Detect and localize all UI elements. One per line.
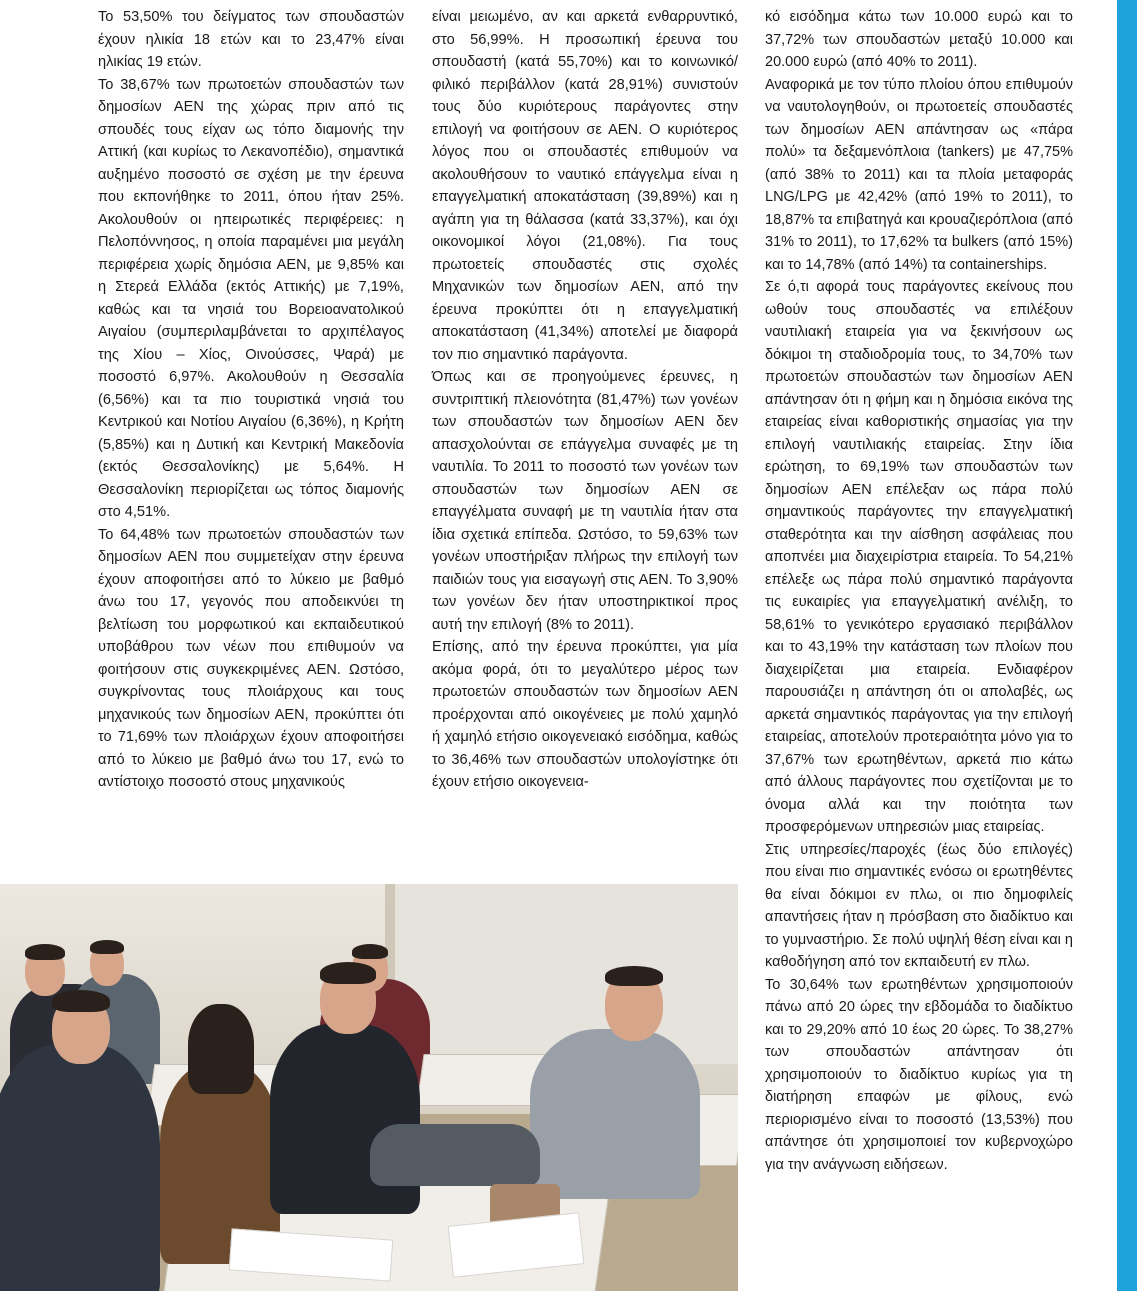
paragraph: Αναφορικά με τον τύπο πλοίου όπου επιθυμούν να ναυτολογηθούν, οι πρωτοετείς σπουδαστές των δημοσίων ΑΕΝ απάντησαν ως «πάρα πολύ» τα δεξαμενόπλοια (tankers) με 47,75% (από 38% το 2011) και τα πλοία μεταφοράς LNG/LPG με 42,42% (από 19% το 2011), το 18,87% τα επιβατηγά και κρουαζιερόπλοια (από 31% το 2011), το 17,62% τα bulkers (από 15%) και το 14,78% (από 14%) τα containerships.	[765, 76, 1073, 273]
paragraph: Το 30,64% των ερωτηθέντων χρησιμοποιούν πάνω από 20 ώρες την εβδομάδα το διαδίκτυο και το 29,20% από 10 έως 20 ώρες. Το 38,27% των σπουδαστών απάντησαν ότι χρησιμοποιούν το διαδίκτυο κυρίως για τη διατήρηση επαφών με φίλους, ενώ περιορισμένο είναι το ποσοστό (13,53%) που απάντησε ότι χρησιμοποιεί τον κυβερνοχώρο για την ανάγνωση ειδήσεων.	[765, 976, 1073, 1173]
photo-wall-right	[385, 884, 738, 1064]
text-column-1	[98, 6, 404, 794]
paragraph: Το 53,50% του δείγματος των σπουδαστών έχουν ηλικία 18 ετών και το 23,47% είναι ηλικίας 19 ετών.	[98, 9, 404, 70]
paragraph: Το 64,48% των πρωτοετών σπουδαστών των δημοσίων ΑΕΝ που συμμετείχαν στην έρευνα έχουν αποφοιτήσει από το λύκειο με βαθμό άνω του 17, γεγονός που αποδεικνύει τη βελτίωση του μορφωτικού και εκπαιδευτικού υποβάθρου των νέων που επιθυμούν να φοιτήσουν στις συγκεκριμένες ΑΕΝ. Ωστόσο, συγκρίνοντας τους πλοιάρχους και τους μηχανικούς των δημοσίων ΑΕΝ, προκύπτει ότι το 71,69% των πλοιάρχων έχουν αποφοιτήσει από το λύκειο με βαθμό άνω του 17, ενώ το αντίστοιχο ποσοστό στους μηχανικούς	[98, 526, 404, 790]
classroom-photo	[0, 884, 738, 1291]
paragraph: Το 38,67% των πρωτοετών σπουδαστών των δημοσίων ΑΕΝ της χώρας πριν από τις σπουδές τους είχαν ως τόπο διαμονής την Αττική (και κυρίως το Λεκανοπέδιο), σημαντικά αυξημένο ποσοστό σε σχέση με την έρευνα που εκπονήθηκε το 2011, όπου ήταν 25%. Ακολουθούν οι ηπειρωτικές περιφέρειες: η Πελοπόννησος, η οποία παραμένει μια μεγάλη περιφέρεια χωρίς δημόσια ΑΕΝ, με 9,85% και η Στερεά Ελλάδα (εκτός Αττικής) με 7,19%, καθώς και τα νησιά του Βορειοανατολικού Αιγαίου (συμπεριλαμβάνεται το αρχιπέλαγος της Χίου – Χίος, Οινούσσες, Ψαρά) με ποσοστό 6,97%. Ακολουθούν η Θεσσαλία (6,56%) και τα πιο τουριστικά νησιά του Κεντρικού και Νοτίου Αιγαίου (6,36%), η Κρήτη (5,85%) και η Δυτική και Κεντρική Μακεδονία (εκτός Θεσσαλονίκης) με 5,64%. Η Θεσσαλονίκη περιορίζεται ως τόπος διαμονής στο 4,51%.	[98, 76, 404, 520]
page-edge-accent-bar	[1117, 0, 1137, 1291]
text-column-2	[432, 6, 738, 794]
paragraph: είναι μειωμένο, αν και αρκετά ενθαρρυντικό, στο 56,99%. Η προσωπική έρευνα του σπουδαστή (κατά 55,70%) και το κοινωνικό/φιλικό περιβάλλον (κατά 28,91%) συνιστούν τους δύο κυριότερους παράγοντες στην επιλογή να φοιτήσουν σε ΑΕΝ. Ο κυριότερος λόγος που οι σπουδαστές επιθυμούν να ακολουθήσουν το ναυτικό επάγγελμα είναι η επαγγελματική αποκατάσταση (39,89%) και η αγάπη για τη θάλασσα (κατά 33,37%), και όχι οικονομικοί λόγοι (21,08%). Για τους πρωτοετείς σπουδαστές στις σχολές Μηχανικών των δημοσίων ΑΕΝ, από την έρευνα προκύπτει ότι η επαγγελματική αποκατάσταση (41,34%) αποτελεί με διαφορά τον πιο σημαντικό παράγοντα.	[432, 9, 738, 363]
paragraph: Στις υπηρεσίες/παροχές (έως δύο επιλογές) που είναι πιο σημαντικές ενόσω οι ερωτηθέντες θα είναι δόκιμοι εν πλω, οι πιο δημοφιλείς απαντήσεις ήταν η πρόσβαση στο διαδίκτυο και το γυμναστήριο. Σε πολύ υψηλή θέση είναι και η καθοδήγηση από τον εκπαιδευτή εν πλω.	[765, 841, 1073, 970]
text-column-3	[765, 6, 1073, 1176]
backpack	[370, 1124, 540, 1186]
paragraph: κό εισόδημα κάτω των 10.000 ευρώ και το 37,72% των σπουδαστών μεταξύ 10.000 και 20.000 ευρώ (από 40% το 2011).	[765, 9, 1073, 70]
paragraph: Επίσης, από την έρευνα προκύπτει, για μία ακόμα φορά, ότι το μεγαλύτερο μέρος των πρωτοετών σπουδαστών των δημοσίων ΑΕΝ προέρχονται από οικογένειες με πολύ χαμηλό ή χαμηλό ετήσιο οικογενειακό εισόδημα, καθώς το 36,46% των σπουδαστών υπολογίστηκε ότι έχουν ετήσιο οικογενεια-	[432, 639, 738, 790]
paragraph: Όπως και σε προηγούμενες έρευνες, η συντριπτική πλειονότητα (81,47%) των γονέων των σπουδαστών των δημοσίων ΑΕΝ δεν απασχολούνται σε επάγγελμα συναφές με τη ναυτιλία. Το 2011 το ποσοστό των γονέων των σπουδαστών των δημοσίων ΑΕΝ σε επαγγέλματα συναφή με τη ναυτιλία ήταν στα ίδια σχετικά επίπεδα. Ωστόσο, το 59,63% των γονέων υποστήριξαν πλήρως την επιλογή των παιδιών τους για εισαγωγή στις ΑΕΝ. Το 3,90% των γονέων δεν ήταν υποστηρικτικοί προς αυτή την επιλογή (8% το 2011).	[432, 369, 738, 633]
paragraph: Σε ό,τι αφορά τους παράγοντες εκείνους που ωθούν τους σπουδαστές να επιλέξουν ναυτιλιακή εταιρεία για να ξεκινήσουν ως δόκιμοι τη σταδιοδρομία τους, το 34,70% των πρωτοετών σπουδαστών των δημοσίων ΑΕΝ απάντησαν ότι η φήμη και η δημόσια εικόνα της εταιρείας είναι καθοριστικής σημασίας για την επιλογή ναυτιλιακής εταιρείας. Στην ίδια ερώτηση, το 69,19% των σπουδαστών των δημοσίων ΑΕΝ επέλεξαν ως πάρα πολύ σημαντικούς παράγοντες την επαγγελματική σταθερότητα και την αίσθηση ασφάλειας που αποπνέει μια διαχειρίστρια εταιρεία. Το 54,21% επέλεξε ως πάρα πολύ σημαντικό παράγοντα τις ευκαιρίες για επαγγελματική ανέλιξη, το 58,61% το γενικότερο εργασιακό περιβάλλον και το 43,19% την κατάσταση των πλοίων που διαχειρίζεται μια εταιρεία. Ενδιαφέρον παρουσιάζει η απάντηση ότι οι απολαβές, ως αρκετά σημαντικός παράγοντας για την επιλογή εταιρείας, αποτελούν προτεραιότητα μόνο για το 37,67% των ερωτηθέντων, αρκετά πιο κάτω από άλλους παράγοντες που σχετίζονται με το όνομα αλλά και την ποιότητα των προσφερόμενων υπηρεσιών μιας εταιρείας.	[765, 279, 1073, 835]
